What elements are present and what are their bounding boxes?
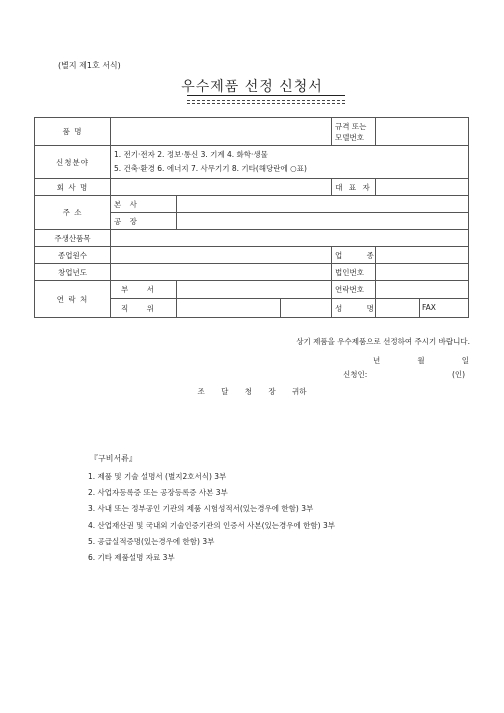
spec-field[interactable] bbox=[376, 118, 469, 146]
head-office-field[interactable] bbox=[177, 196, 469, 213]
required-documents-list bbox=[88, 469, 335, 566]
head-office-label: 본 사 bbox=[111, 196, 177, 213]
category-label: 신청분야 bbox=[35, 146, 111, 179]
list-item: 2. 사업자등록증 또는 공장등록증 사본 3부 bbox=[88, 488, 228, 498]
list-item: 5. 공급실적증명(있는경우에 한함) 3부 bbox=[88, 536, 215, 546]
employees-label: 종업원수 bbox=[35, 247, 111, 264]
category-line-1: 1. 전기·전자 2. 정보·통신 3. 기계 4. 화학·생물 bbox=[114, 150, 268, 159]
required-documents-title: 『구비서류』 bbox=[90, 454, 137, 463]
spec-label: 규격 또는 모델번호 bbox=[332, 118, 376, 146]
name-label: 성 명 bbox=[332, 299, 376, 318]
application-form-table bbox=[34, 117, 469, 318]
form-title: 우수제품 선정 신청서 bbox=[181, 79, 323, 95]
business-type-label: 업 종 bbox=[332, 247, 376, 264]
factory-label: 공 장 bbox=[111, 213, 177, 230]
title-underline bbox=[187, 95, 345, 96]
fax-label: FAX bbox=[419, 299, 436, 317]
title-underline-dash bbox=[187, 100, 345, 101]
seal-label: (인) bbox=[452, 370, 466, 379]
date-line bbox=[373, 355, 469, 366]
application-statement: 상기 제품을 우수제품으로 선정하여 주시기 바랍니다. bbox=[296, 337, 470, 346]
applicant-label: 신청인: bbox=[343, 370, 368, 379]
list-item: 3. 사내 또는 정부공인 기관의 제품 시험성적서(있는경우에 한함) 3부 bbox=[88, 504, 314, 514]
main-products-label: 주생산품목 bbox=[35, 230, 111, 247]
address-label: 주 소 bbox=[35, 196, 111, 230]
corp-number-field[interactable] bbox=[376, 264, 469, 281]
founded-field[interactable] bbox=[111, 264, 332, 281]
department-field[interactable] bbox=[177, 281, 332, 299]
company-label: 회 사 명 bbox=[35, 179, 111, 196]
position-field[interactable] bbox=[177, 299, 281, 318]
category-line-2: 5. 건축·환경 6. 에너지 7. 사무기기 8. 기타(해당란에 ○표) bbox=[114, 164, 307, 173]
product-name-label: 품 명 bbox=[35, 118, 111, 146]
addressee: 조 달 청 장 귀하 bbox=[197, 387, 307, 396]
factory-field[interactable] bbox=[177, 213, 469, 230]
title-underline-dash bbox=[187, 103, 345, 104]
company-field[interactable] bbox=[111, 179, 332, 196]
phone-label: 연락번호 bbox=[332, 281, 376, 299]
corp-number-label: 법인번호 bbox=[332, 264, 376, 281]
phone-field[interactable] bbox=[376, 281, 469, 299]
ceo-label: 대 표 자 bbox=[332, 179, 376, 196]
product-name-field[interactable] bbox=[111, 118, 332, 146]
list-item: 4. 산업재산권 및 국내외 기술인증기관의 인증서 사본(있는경우에 한함) 3부 bbox=[88, 520, 335, 530]
category-options[interactable] bbox=[111, 146, 469, 179]
contact-label: 연 락 처 bbox=[35, 281, 111, 318]
ceo-field[interactable] bbox=[376, 179, 469, 196]
list-item: 1. 제품 및 기술 설명서 (별지2호서식) 3부 bbox=[88, 472, 227, 481]
name-field[interactable] bbox=[376, 299, 469, 318]
form-number: (별지 제1호 서식) bbox=[58, 61, 121, 70]
department-label: 부 서 bbox=[111, 281, 177, 299]
position-field-extra[interactable] bbox=[281, 299, 332, 318]
list-item: 6. 기타 제품설명 자료 3부 bbox=[88, 553, 175, 563]
main-products-field[interactable] bbox=[111, 230, 469, 247]
year-label: 년 bbox=[373, 356, 381, 365]
employees-field[interactable] bbox=[111, 247, 332, 264]
month-label: 월 bbox=[417, 356, 425, 365]
founded-label: 창업년도 bbox=[35, 264, 111, 281]
day-label: 일 bbox=[461, 356, 469, 365]
business-type-field[interactable] bbox=[376, 247, 469, 264]
position-label: 직 위 bbox=[111, 299, 177, 318]
